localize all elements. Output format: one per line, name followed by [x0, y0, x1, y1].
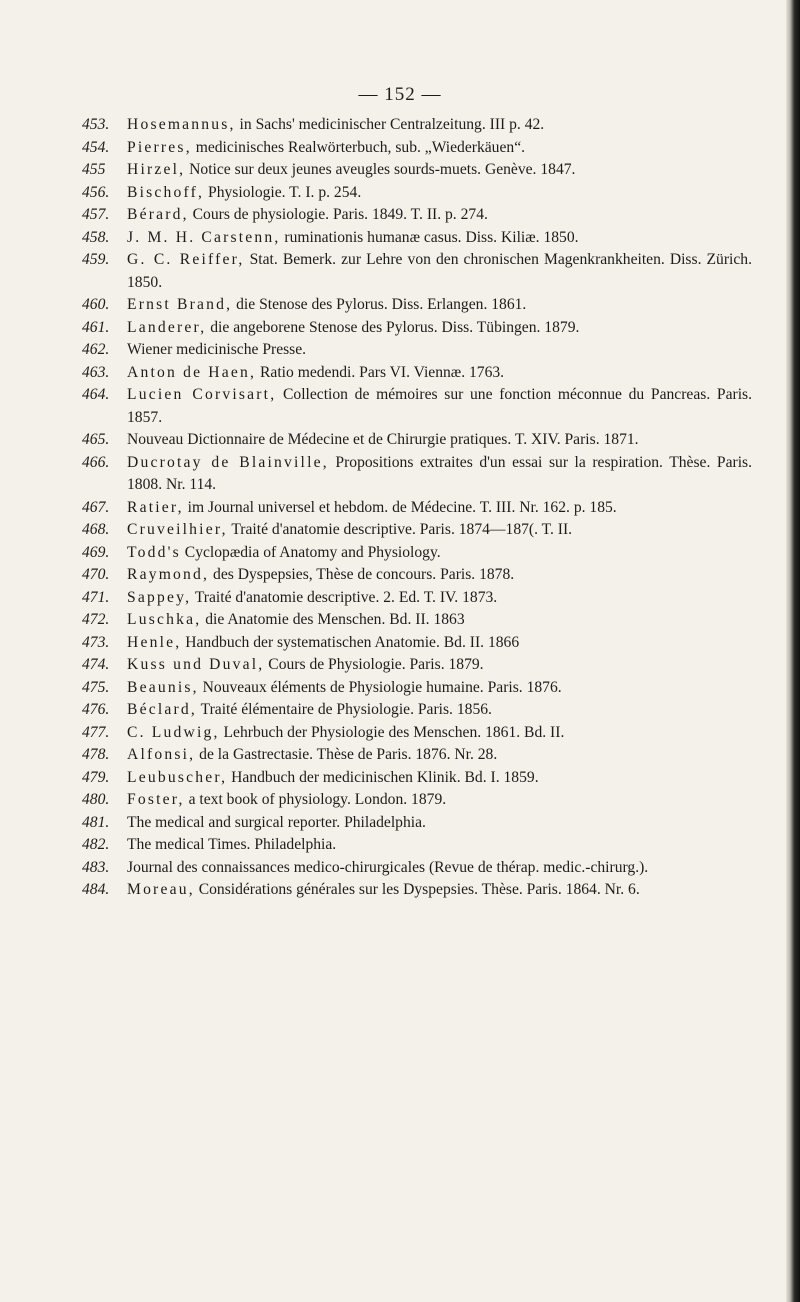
entry-number: 472.	[82, 611, 110, 628]
entry-number: 455	[82, 161, 106, 178]
bibliography-entry	[82, 294, 752, 317]
entry-number: 470.	[82, 566, 110, 583]
entry-text: des Dyspepsies, Thèse de concours. Paris. 1878.	[209, 566, 515, 583]
bibliography-entry	[82, 609, 752, 632]
entry-number: 459.	[82, 251, 110, 268]
entry-number: 475.	[82, 678, 110, 696]
entry-author: Alfonsi,	[127, 746, 196, 763]
entry-number: 465.	[82, 431, 110, 448]
entry-author: Ratier,	[127, 498, 184, 516]
entry-number: 483.	[82, 858, 110, 876]
bibliography-entry	[82, 722, 752, 745]
entry-author: Leubuscher,	[127, 768, 228, 786]
bibliography-entry	[82, 767, 752, 790]
bibliography-entry	[82, 137, 752, 160]
entry-number: 479.	[82, 768, 110, 786]
entry-text: The medical Times. Philadelphia.	[127, 836, 337, 853]
entry-author: Foster,	[127, 791, 185, 808]
entry-number: 482.	[82, 836, 110, 853]
entry-author: G. C. Reiffer,	[127, 251, 245, 268]
entry-text: medicinisches Realwörterbuch, sub. „Wiederkäuen“.	[191, 138, 526, 156]
entry-text: Lehrbuch der Physiologie des Menschen. 1861. Bd. II.	[219, 723, 565, 741]
bibliography-entry	[82, 677, 752, 700]
entry-text: die Anatomie des Menschen. Bd. II. 1863	[201, 611, 465, 628]
entry-text: Physiologie. T. I. p. 254.	[204, 183, 362, 201]
bibliography-entry	[82, 227, 752, 250]
entry-number: 460.	[82, 296, 110, 313]
entry-text: Considérations générales sur les Dyspepsies. Thèse. Paris. 1864. Nr. 6.	[194, 881, 640, 898]
entry-author: Landerer,	[127, 318, 207, 336]
entry-number: 456.	[82, 183, 110, 201]
bibliography-entry	[82, 317, 752, 340]
bibliography-entry	[82, 789, 752, 812]
bibliography-entry	[82, 632, 752, 655]
entry-author: Bérard,	[127, 206, 189, 223]
entry-number: 454.	[82, 138, 110, 156]
entry-number: 461.	[82, 318, 110, 336]
bibliography-entry	[82, 204, 752, 227]
entry-author: Raymond,	[127, 566, 210, 583]
entry-text: Propositions extraites d'un essai sur la respiration. Thèse. Paris. 1808. Nr. 114.	[127, 453, 752, 493]
entry-number: 464.	[82, 386, 110, 403]
entry-number: 478.	[82, 746, 110, 763]
entry-number: 468.	[82, 521, 110, 538]
entry-number: 466.	[82, 453, 110, 471]
entry-text: Traité élémentaire de Physiologie. Paris. 1856.	[197, 701, 492, 718]
bibliography-entry	[82, 339, 752, 362]
bibliography-entry	[82, 564, 752, 587]
entry-text: ruminationis humanæ casus. Diss. Kiliæ. 1850.	[280, 228, 579, 246]
entry-text: Cours de Physiologie. Paris. 1879.	[264, 656, 484, 673]
entry-text: Collection de mémoires sur une fonction méconnue du Pancreas. Paris. 1857.	[127, 386, 752, 426]
entry-author: Kuss und Duval,	[127, 656, 265, 673]
entry-text: Journal des connaissances medico-chirurgicales (Revue de thérap. medic.-chirurg.).	[127, 858, 649, 876]
entry-author: J. M. H. Carstenn,	[127, 228, 281, 246]
bibliography-entry	[82, 587, 752, 610]
entry-text: Nouveaux éléments de Physiologie humaine. Paris. 1876.	[198, 678, 562, 696]
bibliography-entry	[82, 362, 752, 385]
entry-number: 484.	[82, 881, 110, 898]
bibliography-entry	[82, 429, 752, 452]
entry-text: Notice sur deux jeunes aveugles sourds-muets. Genève. 1847.	[185, 161, 576, 178]
entry-text: die Stenose des Pylorus. Diss. Erlangen. 1861.	[232, 296, 527, 313]
entry-author: C. Ludwig,	[127, 723, 220, 741]
entry-author: Todd's	[127, 543, 181, 561]
entry-text: Stat. Bemerk. zur Lehre von den chronischen Magenkrankheiten. Diss. Zürich. 1850.	[127, 251, 752, 291]
entry-text: Cyclopædia of Anatomy and Physiology.	[180, 543, 441, 561]
entry-number: 476.	[82, 701, 110, 718]
page-number: — 152 —	[358, 84, 442, 105]
entry-author: Béclard,	[127, 701, 197, 718]
entry-author: Moreau,	[127, 881, 195, 898]
bibliography-entry	[82, 654, 752, 677]
entry-number: 462.	[82, 341, 110, 358]
bibliography-entry	[82, 249, 752, 294]
bibliography-entry	[82, 834, 752, 857]
entry-number: 471.	[82, 588, 110, 606]
bibliography-entry	[82, 182, 752, 205]
entry-author: Bischoff,	[127, 183, 205, 201]
bibliography-entry	[82, 519, 752, 542]
entry-text: The medical and surgical reporter. Philadelphia.	[127, 813, 426, 831]
entry-number: 453.	[82, 116, 110, 133]
entry-text: Ratio medendi. Pars VI. Viennæ. 1763.	[256, 363, 505, 381]
entry-number: 480.	[82, 791, 110, 808]
bibliography-entry	[82, 159, 752, 182]
entry-author: Sappey,	[127, 588, 192, 606]
bibliography-entry	[82, 384, 752, 429]
entry-text: de la Gastrectasie. Thèse de Paris. 1876. Nr. 28.	[195, 746, 498, 763]
entry-author: Ducrotay de Blainville,	[127, 453, 329, 471]
entry-text: im Journal universel et hebdom. de Médecine. T. III. Nr. 162. p. 185.	[183, 498, 617, 516]
entry-author: Ernst Brand,	[127, 296, 233, 313]
entry-number: 467.	[82, 498, 110, 516]
bibliography-entry	[82, 542, 752, 565]
entry-number: 458.	[82, 228, 110, 246]
bibliography-entry	[82, 744, 752, 767]
bibliography-entry	[82, 452, 752, 497]
entry-text: Handbuch der systematischen Anatomie. Bd. II. 1866	[181, 633, 520, 651]
entry-text: die angeborene Stenose des Pylorus. Diss. Tübingen. 1879.	[206, 318, 580, 336]
entry-text: Cours de physiologie. Paris. 1849. T. II. p. 274.	[188, 206, 488, 223]
entry-number: 477.	[82, 723, 110, 741]
entry-text: Wiener medicinische Presse.	[127, 341, 307, 358]
entry-number: 474.	[82, 656, 110, 673]
entry-number: 481.	[82, 813, 110, 831]
entry-number: 463.	[82, 363, 110, 381]
bibliography-entry	[82, 857, 752, 880]
bibliography-entry	[82, 699, 752, 722]
bibliography-entry	[82, 497, 752, 520]
entry-number: 469.	[82, 543, 110, 561]
entry-text: Handbuch der medicinischen Klinik. Bd. I. 1859.	[227, 768, 539, 786]
bibliography-entry	[82, 879, 752, 902]
entry-author: Luschka,	[127, 611, 202, 628]
entry-number: 473.	[82, 633, 110, 651]
entry-text: Traité d'anatomie descriptive. Paris. 1874—187(. T. II.	[227, 521, 573, 538]
bibliography-entry	[82, 114, 752, 137]
entry-author: Henle,	[127, 633, 182, 651]
entry-author: Hirzel,	[127, 161, 186, 178]
entry-author: Cruveilhier,	[127, 521, 228, 538]
entry-text: Nouveau Dictionnaire de Médecine et de Chirurgie pratiques. T. XIV. Paris. 1871.	[127, 431, 639, 448]
entry-author: Lucien Corvisart,	[127, 386, 277, 403]
entry-author: Beaunis,	[127, 678, 199, 696]
entry-author: Pierres,	[127, 138, 192, 156]
entry-number: 457.	[82, 206, 110, 223]
bibliography-list	[0, 114, 800, 902]
entry-text: in Sachs' medicinischer Centralzeitung. III p. 42.	[235, 116, 545, 133]
entry-author: Anton de Haen,	[127, 363, 257, 381]
entry-text: a text book of physiology. London. 1879.	[184, 791, 447, 808]
bibliography-entry	[82, 812, 752, 835]
entry-text: Traité d'anatomie descriptive. 2. Ed. T. IV. 1873.	[191, 588, 498, 606]
entry-author: Hosemannus,	[127, 116, 236, 133]
